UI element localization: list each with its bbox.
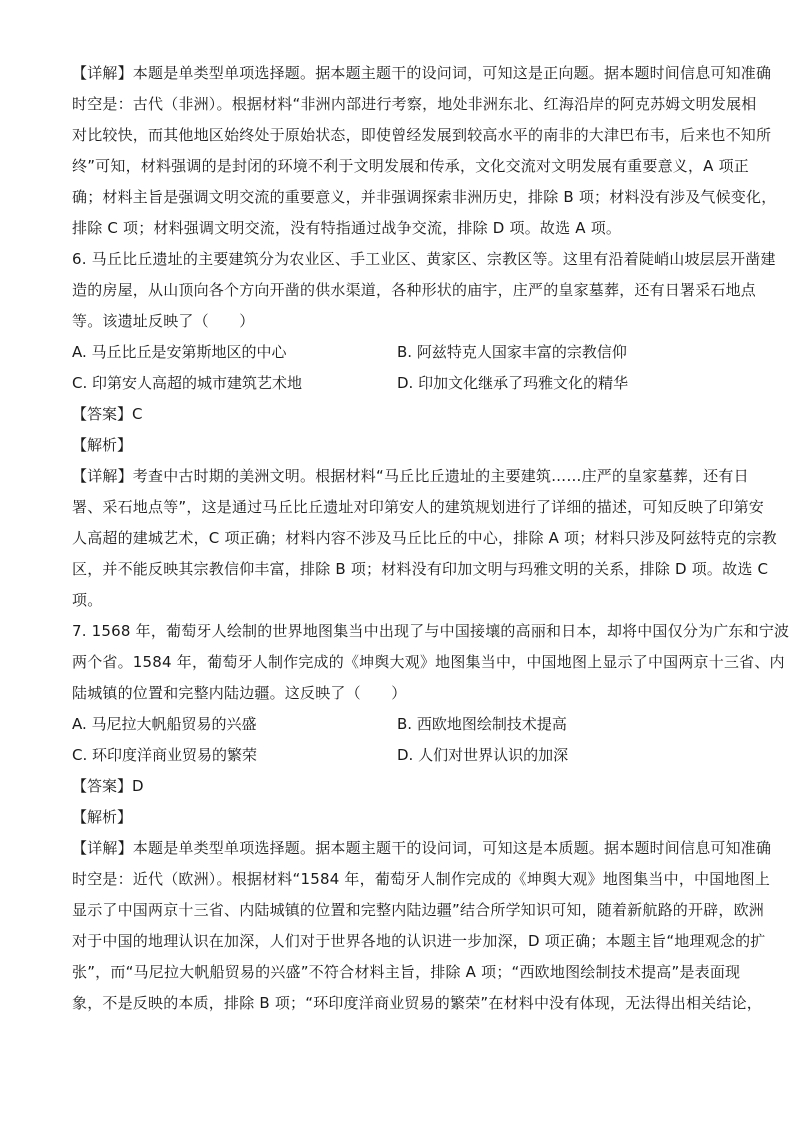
document-page — [72, 58, 790, 1019]
option-d: D. 印加文化继承了玛雅文化的精华 — [397, 374, 629, 392]
question-6-detail — [72, 461, 777, 616]
text-line: 【详解】本题是单类型单项选择题。据本题主题干的设问词，可知这是正向题。据本题时间信息可知准确 — [72, 64, 772, 82]
text-line: 署、采石地点等”，这是通过马丘比丘遗址对印第安人的建筑规划进行了详细的描述，可知反映了印第安 — [72, 498, 764, 516]
text-line: 对比较快，而其他地区始终处于原始状态，即使曾经发展到较高水平的南非的大津巴布韦，后来也不知所 — [72, 126, 772, 144]
text-line: 等。该遗址反映了（ ） — [72, 312, 255, 330]
question-6-options — [72, 337, 724, 399]
question-6-answer: 【答案】C — [72, 405, 143, 423]
option-b: B. 阿兹特克人国家丰富的宗教信仰 — [397, 343, 627, 361]
text-line: 时空是：古代（非洲）。根据材料“非洲内部进行考察，地处非洲东北、红海沿岸的阿克苏姆文明发展相 — [72, 95, 757, 113]
text-line: 排除 C 项；材料强调文明交流，没有特指通过战争交流，排除 D 项。故选 A 项。 — [72, 219, 622, 237]
text-line: 时空是：近代（欧洲）。根据材料“1584 年，葡萄牙人制作完成的《坤舆大观》地图集当中，中国地图上 — [72, 870, 771, 888]
text-line: 7. 1568 年，葡萄牙人绘制的世界地图集当中出现了与中国接壤的高丽和日本，却将中国仅分为广东和宁波 — [72, 622, 790, 640]
text-line: 造的房屋，从山顶向各个方向开凿的供水渠道，各种形状的庙宇，庄严的皇家墓葬，还有日署采石地点 — [72, 281, 757, 299]
text-line: 区，并不能反映其宗教信仰丰富，排除 B 项；材料没有印加文明与玛雅文明的关系，排除 D 项。故选 C — [72, 560, 769, 578]
text-line: 【详解】本题是单类型单项选择题。据本题主题干的设问词，可知这是本质题。据本题时间信息可知准确 — [72, 839, 772, 857]
option-c: C. 环印度洋商业贸易的繁荣 — [72, 746, 258, 764]
question-7-analysis-label: 【解析】 — [72, 808, 133, 826]
text-line: 确；材料主旨是强调文明交流的重要意义，并非强调探索非洲历史，排除 B 项；材料没有涉及气候变化， — [72, 188, 777, 206]
text-line: 6. 马丘比丘遗址的主要建筑分为农业区、手工业区、黄家区、宗教区等。这里有沿着陡峭山坡层层开凿建 — [72, 250, 776, 268]
question-7-stem — [72, 616, 790, 709]
question-7-options — [72, 709, 724, 771]
question-6-analysis-label: 【解析】 — [72, 436, 133, 454]
text-line: 【详解】考查中古时期的美洲文明。根据材料“马丘比丘遗址的主要建筑……庄严的皇家墓葬，还有日 — [72, 467, 749, 485]
text-line: 终”可知，材料强调的是封闭的环境不利于文明发展和传承，文化交流对文明发展有重要意义，A 项正 — [72, 157, 750, 175]
q5-detail-paragraph — [72, 58, 777, 244]
text-line: 显示了中国两京十三省、内陆城镇的位置和完整内陆边疆”结合所学知识可知，随着新航路的开辟，欧洲 — [72, 901, 764, 919]
option-a: A. 马尼拉大帆船贸易的兴盛 — [72, 715, 257, 733]
option-b: B. 西欧地图绘制技术提高 — [397, 715, 567, 733]
question-7-detail — [72, 833, 772, 1019]
text-line: 项。 — [72, 591, 103, 609]
text-line: 人高超的建城艺术，C 项正确；材料内容不涉及马丘比丘的中心，排除 A 项；材料只涉及阿兹特克的宗教 — [72, 529, 777, 547]
option-a: A. 马丘比丘是安第斯地区的中心 — [72, 343, 287, 361]
text-line: 张”，而“马尼拉大帆船贸易的兴盛”不符合材料主旨，排除 A 项；“西欧地图绘制技术提高”是表面现 — [72, 963, 741, 981]
question-6-stem — [72, 244, 776, 337]
option-c: C. 印第安人高超的城市建筑艺术地 — [72, 374, 303, 392]
text-line: 对于中国的地理认识在加深，人们对于世界各地的认识进一步加深，D 项正确；本题主旨“地理观念的扩 — [72, 932, 766, 950]
text-line: 陆城镇的位置和完整内陆边疆。这反映了（ ） — [72, 684, 407, 702]
text-line: 两个省。1584 年，葡萄牙人制作完成的《坤舆大观》地图集当中，中国地图上显示了中国两京十三省、内 — [72, 653, 785, 671]
question-7-answer: 【答案】D — [72, 777, 144, 795]
option-d: D. 人们对世界认识的加深 — [397, 746, 569, 764]
text-line: 象，不是反映的本质，排除 B 项；“环印度洋商业贸易的繁荣”在材料中没有体现，无法得出相关结论， — [72, 994, 762, 1012]
